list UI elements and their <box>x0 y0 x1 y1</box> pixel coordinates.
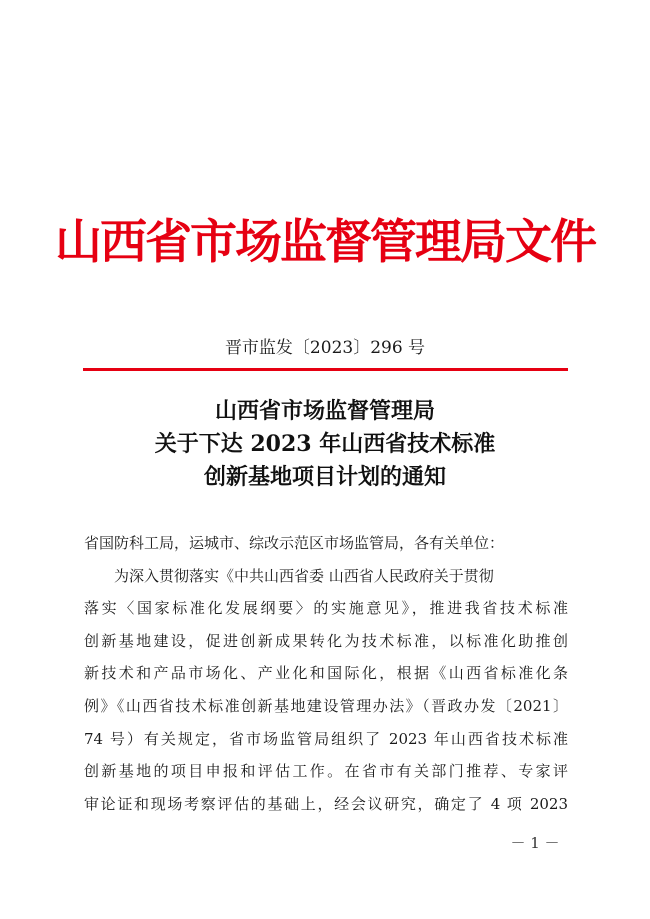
page-number: － 1 － <box>510 834 560 852</box>
body-line: 审论证和现场考察评估的基础上，经会议研究，确定了 4 项 2023 <box>84 794 568 813</box>
body-line: 新技术和产品市场化、产业化和国际化，根据《山西省标准化条 <box>84 664 568 683</box>
notice-title <box>0 395 650 494</box>
body-line: 为深入贯彻落实《中共山西省委 山西省人民政府关于贯彻 <box>84 566 494 585</box>
body-line: 创新基地建设，促进创新成果转化为技术标准，以标准化助推创 <box>84 631 568 650</box>
title-line: 创新基地项目计划的通知 <box>203 464 446 490</box>
body-line: 74 号）有关规定，省市场监管局组织了 2023 年山西省技术标准 <box>84 729 568 748</box>
title-line: 关于下达 2023 年山西省技术标准 <box>154 431 496 457</box>
document-header: 山西省市场监督管理局文件 <box>55 215 595 270</box>
title-line: 山西省市场监督管理局 <box>214 398 435 424</box>
addressee-line: 省国防科工局，运城市、综改示范区市场监管局，各有关单位： <box>84 534 505 552</box>
body-line: 创新基地的项目申报和评估工作。在省市有关部门推荐、专家评 <box>84 762 568 781</box>
document-number: 晋市监发〔2023〕296 号 <box>224 338 426 358</box>
body-line: 例》《山西省技术标准创新基地建设管理办法》（晋政办发〔2021〕 <box>84 696 568 715</box>
body-text <box>84 527 568 820</box>
body-line: 落实〈国家标准化发展纲要〉的实施意见》，推进我省技术标准 <box>84 599 568 618</box>
red-divider <box>83 368 568 371</box>
